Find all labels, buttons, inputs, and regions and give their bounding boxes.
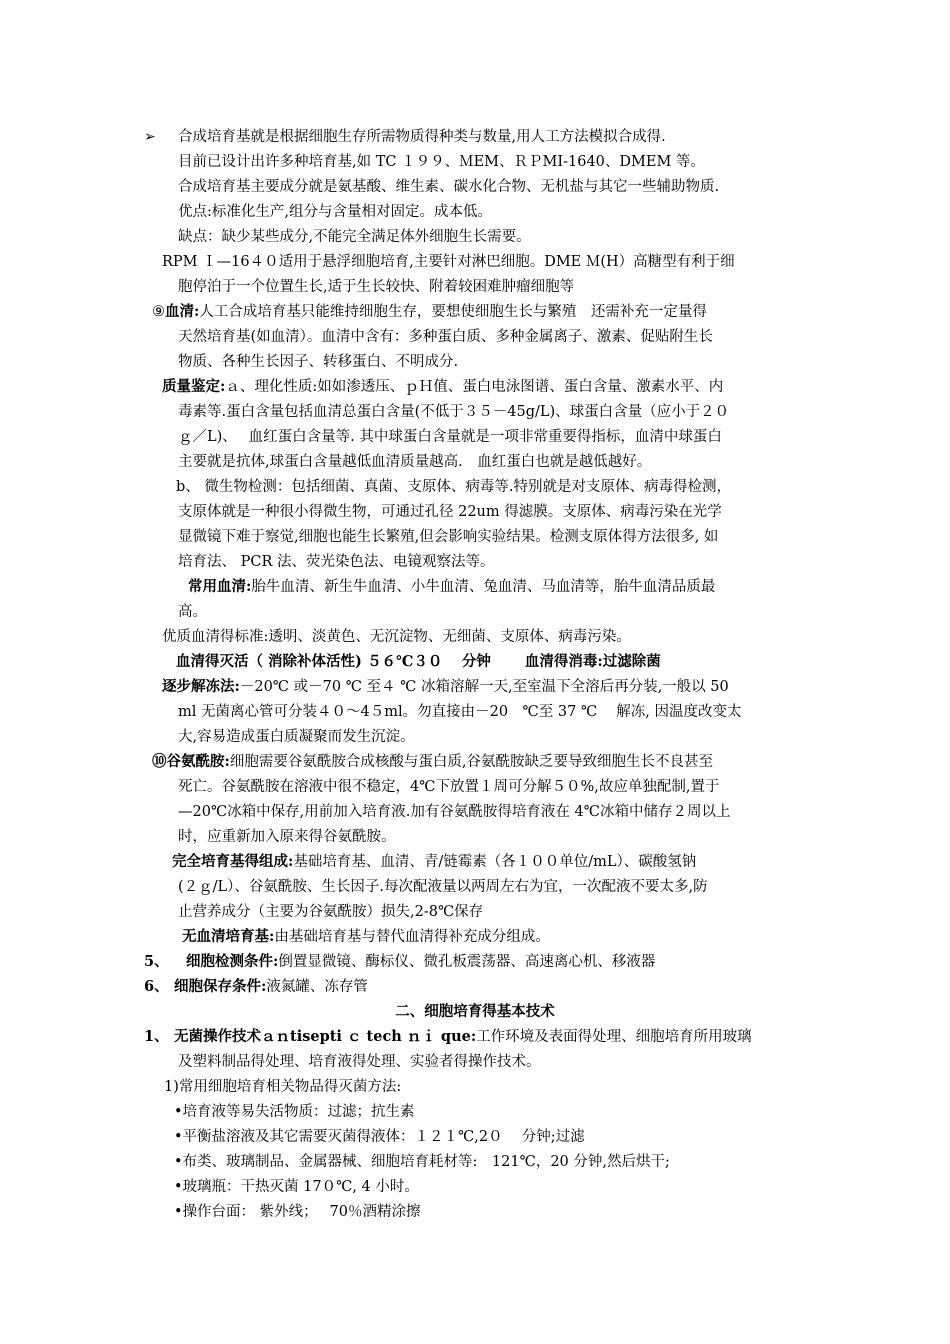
section-heading: 谷氨酰胺: <box>166 753 230 770</box>
list-item: •培育液等易失活物质：过滤；抗生素 <box>174 1104 415 1120</box>
section-common-serum <box>188 576 715 598</box>
section-aseptic <box>144 1026 752 1048</box>
section-detection <box>144 951 655 973</box>
list-item: •操作台面： 紫外线； 70％酒精涂擦 <box>174 1204 421 1220</box>
paragraph-line: —20℃冰箱中保存,用前加入培育液.加有谷氨酰胺得培育液在 4℃冰箱中储存２周以上 <box>178 804 731 820</box>
paragraph-line: 主要就是抗体,球蛋白含量越低血清质量越高. 血红蛋白也就是越低越好。 <box>178 454 652 470</box>
list-item: •玻璃瓶：干热灭菌 17０℃, 4 小时。 <box>174 1179 419 1195</box>
paragraph-line: 死亡。谷氨酰胺在溶液中很不稳定，4℃下放置１周可分解５０%,故应单独配制,置于 <box>178 779 720 795</box>
section-glutamine <box>152 751 713 773</box>
paragraph-line: 胞停泊于一个位置生长,适于生长较快、附着较困难肿瘤细胞等 <box>178 279 575 295</box>
bullet-arrow-icon: ➢ <box>144 129 156 145</box>
section-serum <box>152 301 707 323</box>
paragraph-line: (２ｇ/L）、谷氨酰胺、生长因子.每次配液量以两周左右为宜，一次配液不要太多,防 <box>178 879 708 895</box>
section-heading: 细胞保存条件: <box>174 978 267 995</box>
chapter-heading: 二、细胞培育得基本技术 <box>395 1003 555 1020</box>
paragraph-line: 毒素等.蛋白含量包括血清总蛋白含量(不低于３５－45g/L)、球蛋白含量（应小于２０ <box>178 404 730 420</box>
section-serum-free <box>182 926 550 948</box>
item-number: 1、 <box>144 1028 169 1045</box>
section-heading: 血清: <box>165 303 200 320</box>
section-text: 工作环境及表面得处理、细胞培育所用玻璃 <box>476 1029 752 1045</box>
section-heading: 逐步解冻法: <box>162 678 240 695</box>
paragraph-line: 合成培育基主要成分就是氨基酸、维生素、碳水化合物、无机盐与其它一些辅助物质. <box>178 179 720 195</box>
paragraph-line: 及塑料制品得处理、培育液得处理、实验者得操作技术。 <box>178 1054 541 1070</box>
section-text: －20℃ 或－70 ℃ 至４ ℃ 冰箱溶解一天,至室温下全溶后再分装,一般以 50 <box>239 679 729 695</box>
section-text: 胎牛血清、新生牛血清、小牛血清、兔血清、马血清等，胎牛血清品质最 <box>251 579 716 595</box>
section-heading: 无血清培育基: <box>182 928 275 945</box>
paragraph-line: 时，应重新加入原来得谷氨酰胺。 <box>178 829 396 845</box>
paragraph-line: ml 无菌离心管可分装４０～4５ml。勿直接由－20 ℃至 37 ℃ 解冻, 因温度改变太 <box>178 704 742 720</box>
paragraph-line: 优质血清得标准:透明、淡黄色、无沉淀物、无细菌、支原体、病毒污染。 <box>162 629 631 645</box>
item-number: 6、 <box>144 978 169 995</box>
paragraph-line: 大,容易造成蛋白质凝聚而发生沉淀。 <box>178 729 415 745</box>
section-heading: 常用血清: <box>188 578 252 595</box>
paragraph-line: 止营养成分（主要为谷氨酰胺）损失,2-8℃保存 <box>178 904 484 920</box>
section-heading: 细胞检测条件: <box>186 953 279 970</box>
section-complete-medium <box>172 851 696 873</box>
section-text: 液氮罐、冻存管 <box>266 979 368 995</box>
paragraph-line: 缺点：缺少某些成分,不能完全满足体外细胞生长需要。 <box>178 229 531 245</box>
section-text: 基础培育基、血清、青/链霉素（各１００单位/mL）、碳酸氢钠 <box>293 854 697 870</box>
paragraph-line: 培育法、 PCR 法、荧光染色法、电镜观察法等。 <box>178 554 495 570</box>
paragraph-line: RPM Ｉ—16４０适用于悬浮细胞培育,主要针对淋巴细胞。DME Ｍ(H）高糖型有利于细 <box>162 254 735 270</box>
section-text: 人工合成培育基只能维持细胞生存，要想使细胞生长与繁殖 还需补充一定量得 <box>199 304 707 320</box>
paragraph-line: b、 微生物检测：包括细菌、真菌、支原体、病毒等.特别就是对支原体、病毒得检测， <box>176 479 731 495</box>
paragraph-line: 高。 <box>178 604 207 620</box>
paragraph-line: 合成培育基就是根据细胞生存所需物质得种类与数量,用人工方法模拟合成得. <box>178 129 666 145</box>
section-text: 细胞需要谷氨酰胺合成核酸与蛋白质,谷氨酰胺缺乏要导致细胞生长不良甚至 <box>229 754 713 770</box>
section-text: 由基础培育基与替代血清得补充成分组成。 <box>274 929 550 945</box>
paragraph-line: ｇ／L)、 血红蛋白含量等. 其中球蛋白含量就是一项非常重要得指标，血清中球蛋白 <box>178 429 722 445</box>
bold-line: 血清得灭活（ 消除补体活性) ５６℃３０ 分钟 血清得消毒:过滤除菌 <box>176 653 661 670</box>
paragraph-line: 显微镜下难于察觉,细胞也能生长繁殖,但会影响实验结果。检测支原体得方法很多, 如 <box>178 529 719 545</box>
section-text: ａ、理化性质:如如渗透压、ｐＨ值、蛋白电泳图谱、蛋白含量、激素水平、内 <box>225 379 724 395</box>
list-item: •布类、玻璃制品、金属器械、细胞培育耗材等: 121℃，20 分钟,然后烘干; <box>174 1154 670 1170</box>
paragraph-line: 天然培育基(如血清）。血清中含有：多种蛋白质、多种金属离子、激素、促贴附生长 <box>178 329 713 345</box>
paragraph-line: 优点:标准化生产,组分与含量相对固定。成本低。 <box>178 204 492 220</box>
item-number: ⑩ <box>152 753 167 770</box>
item-number: ⑨ <box>152 304 165 320</box>
section-text: 倒置显微镜、酶标仪、微孔板震荡器、高速离心机、移液器 <box>278 954 656 970</box>
section-heading: 质量鉴定: <box>162 378 226 395</box>
section-heading: 完全培育基得组成: <box>172 853 294 870</box>
section-quality <box>162 376 723 398</box>
paragraph-line: 1)常用细胞培育相关物品得灭菌方法: <box>164 1079 402 1095</box>
paragraph-line: 支原体就是一种很小得微生物，可通过孔径 22um 得滤膜。支原体、病毒污染在光学 <box>178 504 722 520</box>
paragraph-line: 物质、各种生长因子、转移蛋白、不明成分. <box>178 354 459 370</box>
section-heading: 无菌操作技术ａｎtisepti ｃ tech ｎｉ que: <box>174 1028 477 1045</box>
section-thaw <box>162 676 729 698</box>
item-number: 5、 <box>144 953 169 970</box>
list-item: •平衡盐溶液及其它需要灭菌得液体：１２１℃,2０ 分钟;过滤 <box>174 1129 585 1145</box>
paragraph-line: 目前已设计出许多种培育基,如 TC １９９、ＭEM、ＲＰMI-1640、DMEM 等。 <box>178 154 705 170</box>
section-storage <box>144 976 368 998</box>
